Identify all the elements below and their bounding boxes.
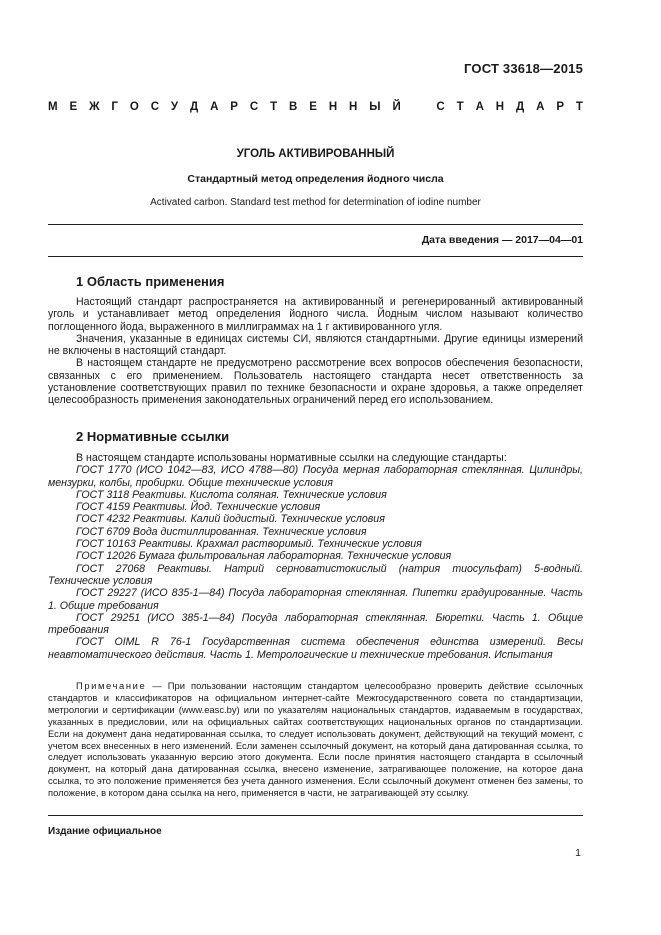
banner-letter: Ж: [89, 101, 100, 113]
document-title-english: Activated carbon. Standard test method for determination of iodine number: [150, 197, 481, 208]
divider-bottom: [48, 256, 583, 257]
reference-item: ГОСТ 1770 (ИСО 1042—83, ИСО 4788—80) Посуда мерная лабораторная стеклянная. Цилиндры, мензурки, колбы, пробирки. Общие технические условия: [48, 464, 583, 489]
banner-letter: Е: [309, 101, 317, 113]
paragraph: В настоящем стандарте не предусмотрено рассмотрение всех вопросов обеспечения безопасности, связанных с его применением. Пользователь настоящего стандарта несет ответственность за установление соответствующих правил по технике безопасности и охране здоровья, а также определяет целесообразность применения законодательных ограничений перед его использованием.: [48, 357, 583, 407]
banner-letter: У: [170, 101, 179, 113]
footer-divider: [48, 815, 583, 816]
note-block: [48, 680, 583, 799]
effective-date: Дата введения — 2017—04—01: [421, 234, 583, 246]
banner-letter: Й: [392, 101, 401, 113]
standard-banner: [48, 101, 583, 113]
banner-letter: Е: [69, 101, 78, 113]
reference-item: ГОСТ 29227 (ИСО 835-1—84) Посуда лабораторная стеклянная. Пипетки градуированные. Часть 1. Общие требования: [48, 587, 583, 612]
divider-top: [48, 224, 583, 225]
reference-item: ГОСТ 4232 Реактивы. Калий йодистый. Технические условия: [76, 513, 385, 526]
banner-letter: А: [475, 101, 484, 113]
reference-item: ГОСТ 29251 (ИСО 385-1—84) Посуда лабораторная стеклянная. Бюретки. Часть 1. Общие требования: [48, 611, 583, 637]
banner-letter: Н: [349, 101, 358, 113]
note-label: Примечание: [76, 680, 147, 691]
note-text: — При пользовании настоящим стандартом целесообразно проверить действие ссылочных стандартов и классификаторов на официальном интернет-сайте Межгосударственного совета по стандартизации, метрологии и сертификации (www.easc.by) или по указателям национальных стандартов, издаваемым в государствах, указанных в предисловии, или на официальных сайтах соответствующих национальных органов по стандартизации. Если на документ дана недатированная ссылка, то следует использовать документ, действующий на текущий момент, с учетом всех внесенных в него изменений. Если заменен ссылочный документ, на который дана датированная ссылка, то следует использовать указанную версию этого документа. Если после принятия настоящего стандарта в ссылочный документ, на который дана датированная ссылка, внесено изменение, затрагивающее положение, на которое дана ссылка, то это положение применяется без учета данного изменения. Если ссылочный документ отменен без замены, то положение, в котором дана ссылка на него, применяется в части, не затрагивающей эту ссылку.: [48, 680, 583, 799]
banner-letter: С: [150, 101, 159, 113]
reference-item: ГОСТ 10163 Реактивы. Крахмал растворимый. Технические условия: [76, 538, 422, 551]
banner-letter: М: [48, 101, 58, 113]
banner-letter: А: [536, 101, 545, 113]
banner-letter: Н: [328, 101, 338, 113]
banner-letter: О: [129, 101, 139, 113]
banner-letter: С: [436, 101, 445, 113]
reference-item: ГОСТ 3118 Реактивы. Кислота соляная. Технические условия: [76, 488, 387, 501]
paragraph: Настоящий стандарт распространяется на активированный и регенерированный активированный уголь и устанавливает метод определения йодного числа. Йодным числом называют количество поглощенного йода, выраженного в миллиграммах на 1 г активированного угля.: [48, 296, 583, 333]
banner-letter: Т: [456, 101, 464, 113]
paragraph: Значения, указанные в единицах системы СИ, являются стандартными. Другие единицы измерений не включены в настоящий стандарт.: [48, 332, 583, 358]
banner-letter: А: [210, 101, 219, 113]
section-heading-references: 2 Нормативные ссылки: [76, 429, 230, 444]
banner-letter: Р: [230, 101, 238, 113]
edition-label: Издание официальное: [48, 826, 162, 837]
section-references-body: [48, 452, 583, 661]
references-intro: В настоящем стандарте использованы нормативные ссылки на следующие стандарты:: [76, 452, 507, 464]
reference-item: ГОСТ OIML R 76-1 Государственная система обеспечения единства измерений. Весы неавтоматического действия. Часть 1. Метрологические и технические требования. Испытания: [48, 636, 583, 661]
banner-letter: Д: [189, 101, 199, 113]
document-code: ГОСТ 33618—2015: [464, 61, 583, 76]
banner-letter: Н: [495, 101, 505, 113]
reference-item: ГОСТ 4159 Реактивы. Йод. Технические условия: [76, 501, 321, 514]
banner-letter: Д: [516, 101, 525, 113]
reference-item: ГОСТ 6709 Вода дистиллированная. Технические условия: [76, 525, 367, 538]
banner-letter: Р: [556, 101, 565, 113]
banner-letter: Ы: [369, 101, 381, 113]
reference-item: ГОСТ 27068 Реактивы. Натрий серноватистокислый (натрия тиосульфат) 5-водный. Технические условия: [48, 562, 583, 587]
page-number: 1: [575, 847, 581, 859]
banner-letter: Т: [270, 101, 278, 113]
document-title: УГОЛЬ АКТИВИРОВАННЫЙ: [236, 148, 395, 160]
section-scope-body: [48, 296, 583, 407]
note-paragraph: [48, 680, 583, 799]
document-subtitle: Стандартный метод определения йодного числа: [187, 173, 444, 185]
section-heading-scope: 1 Область применения: [76, 274, 225, 289]
banner-letter: Г: [111, 101, 118, 113]
reference-item: ГОСТ 12026 Бумага фильтровальная лабораторная. Технические условия: [76, 550, 452, 563]
banner-letter: В: [289, 101, 298, 113]
banner-letter: С: [249, 101, 259, 113]
banner-letter: Т: [575, 101, 583, 113]
